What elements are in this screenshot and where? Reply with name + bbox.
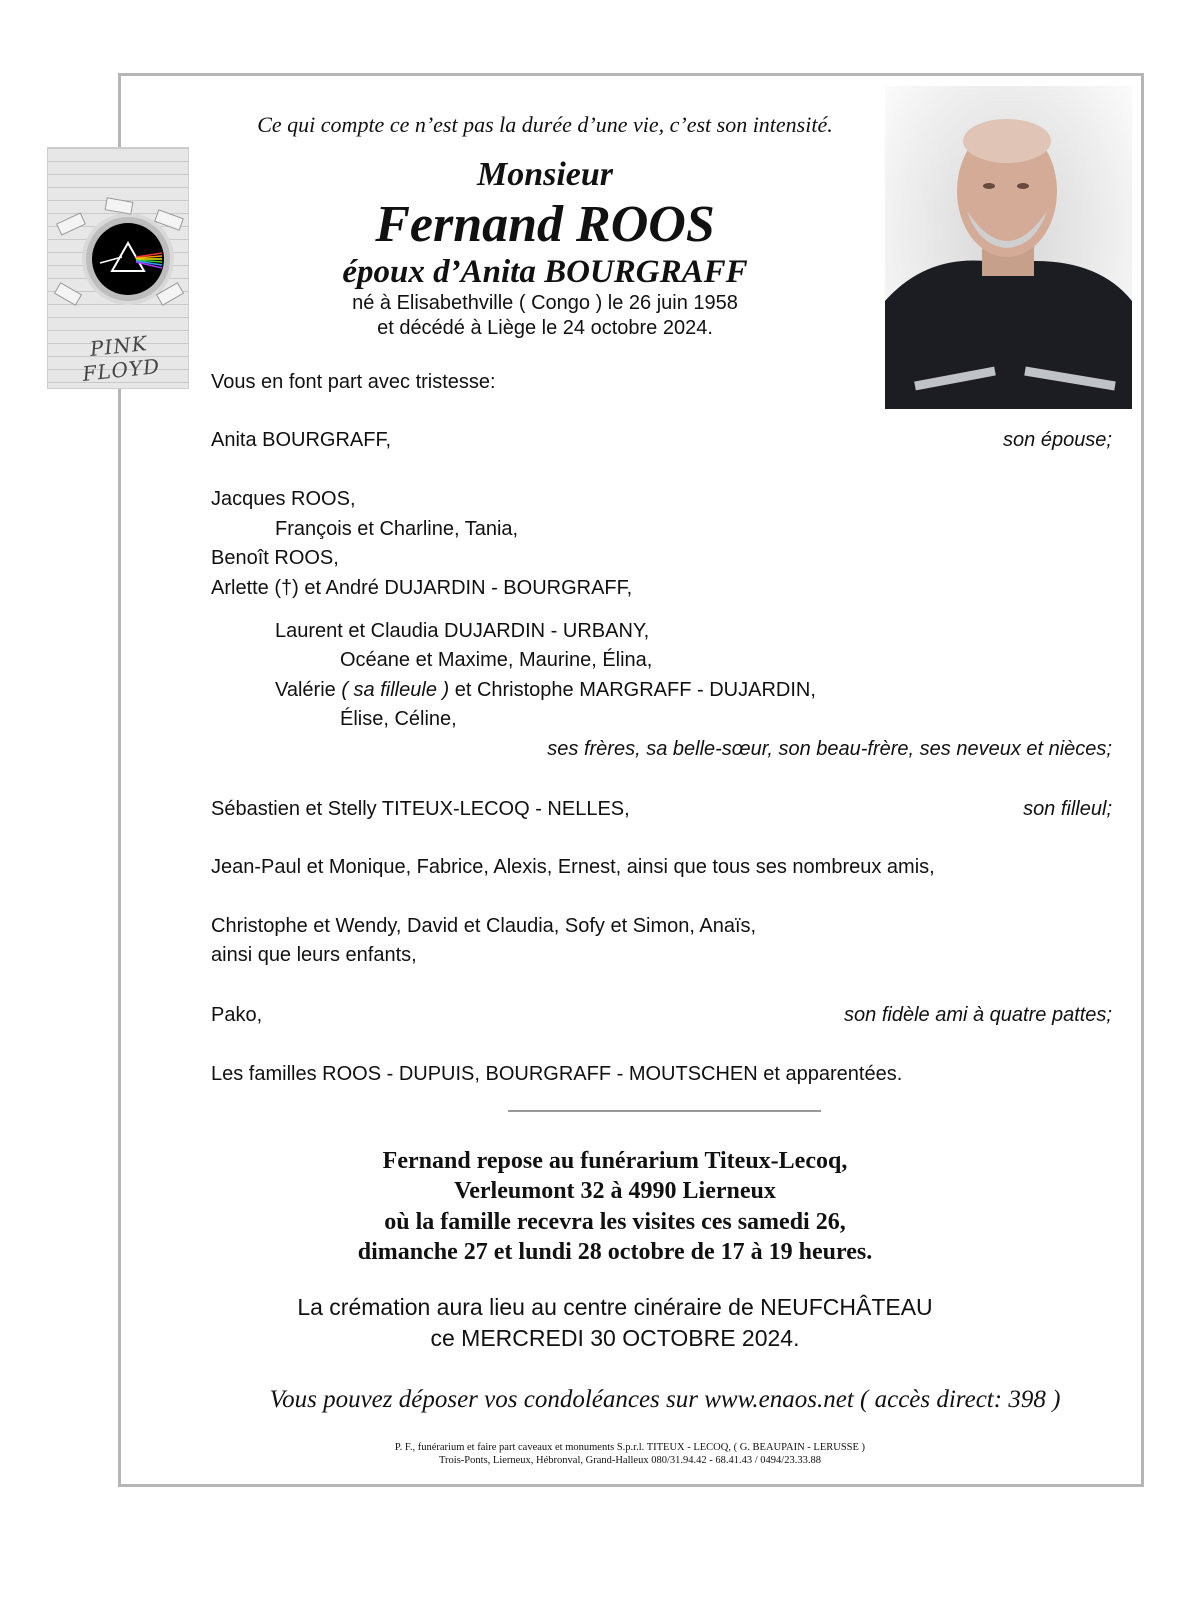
- godson-relation: son filleul;: [1023, 798, 1112, 820]
- spouse-line: époux d’Anita BOURGRAFF: [342, 254, 748, 290]
- family-line: Océane et Maxime, Maurine, Élina,: [340, 649, 653, 671]
- family-line: François et Charline, Tania,: [275, 518, 519, 540]
- visitation-line: où la famille recevra les visites ces samedi 26,: [384, 1209, 846, 1235]
- visitation-line: Verleumont 32 à 4990 Lierneux: [454, 1178, 776, 1204]
- family-line: Élise, Céline,: [340, 708, 457, 730]
- pet-name: Pako,: [211, 1004, 263, 1026]
- condolences-line: Vous pouvez déposer vos condoléances sur www.enaos.net ( accès direct: 398 ): [269, 1386, 1061, 1413]
- portrait-image: [885, 86, 1132, 409]
- families-line: Les familles ROOS - DUPUIS, BOURGRAFF - MOUTSCHEN et apparentées.: [211, 1063, 903, 1085]
- honorific-title: Monsieur: [476, 156, 614, 193]
- visitation-line: Fernand repose au funérarium Titeux-Lecoq,: [382, 1148, 848, 1174]
- couples-line: ainsi que leurs enfants,: [211, 944, 417, 966]
- birth-line: né à Elisabethville ( Congo ) le 26 juin 1958: [352, 292, 738, 314]
- family-line: Laurent et Claudia DUJARDIN - URBANY,: [275, 620, 650, 642]
- cremation-line: La crémation aura lieu au centre cinéraire de NEUFCHÂTEAU: [297, 1294, 933, 1320]
- section-divider: [508, 1110, 821, 1112]
- spouse-name: Anita BOURGRAFF,: [211, 429, 392, 451]
- spouse-relation: son épouse;: [1003, 429, 1112, 451]
- friends-line: Jean-Paul et Monique, Fabrice, Alexis, Ernest, ainsi que tous ses nombreux amis,: [211, 856, 935, 878]
- family-line: Jacques ROOS,: [211, 488, 356, 510]
- pink-floyd-emblem: [47, 147, 189, 389]
- visitation-line: dimanche 27 et lundi 28 octobre de 17 à 19 heures.: [357, 1239, 873, 1265]
- pet-relation: son fidèle ami à quatre pattes;: [844, 1004, 1112, 1026]
- quote-text: Ce qui compte ce n’est pas la durée d’une vie, c’est son intensité.: [257, 112, 833, 137]
- deceased-name: Fernand ROOS: [375, 196, 715, 253]
- godson-name: Sébastien et Stelly TITEUX-LECOQ - NELLES,: [211, 798, 630, 820]
- family-name: Valérie: [275, 679, 336, 701]
- family-line: Arlette (†) et André DUJARDIN - BOURGRAFF,: [211, 577, 633, 599]
- death-line: et décédé à Liège le 24 octobre 2024.: [377, 317, 713, 339]
- family-name: et Christophe MARGRAFF - DUJARDIN,: [454, 679, 816, 701]
- goddaughter-note: ( sa filleule ): [341, 679, 450, 701]
- family-line: [275, 678, 816, 702]
- family-line: Benoît ROOS,: [211, 547, 339, 569]
- siblings-relation: ses frères, sa belle-sœur, son beau-frère, ses neveux et nièces;: [547, 738, 1112, 760]
- intro-text: Vous en font part avec tristesse:: [211, 371, 496, 393]
- couples-line: Christophe et Wendy, David et Claudia, Sofy et Simon, Anaïs,: [211, 915, 757, 937]
- emblem-logo-text: PINK FLOYD: [81, 331, 162, 386]
- portrait-photo: [885, 86, 1132, 409]
- cremation-line: ce MERCREDI 30 OCTOBRE 2024.: [430, 1325, 800, 1351]
- footer-line: Trois-Ponts, Lierneux, Hébronval, Grand-Halleux 080/31.94.42 - 68.41.43 / 0494/23.33.88: [439, 1455, 821, 1466]
- footer-line: P. F., funérarium et faire part caveaux et monuments S.p.r.l. TITEUX - LECOQ, ( G. BEAUPAIN - LERUSSE ): [394, 1442, 866, 1453]
